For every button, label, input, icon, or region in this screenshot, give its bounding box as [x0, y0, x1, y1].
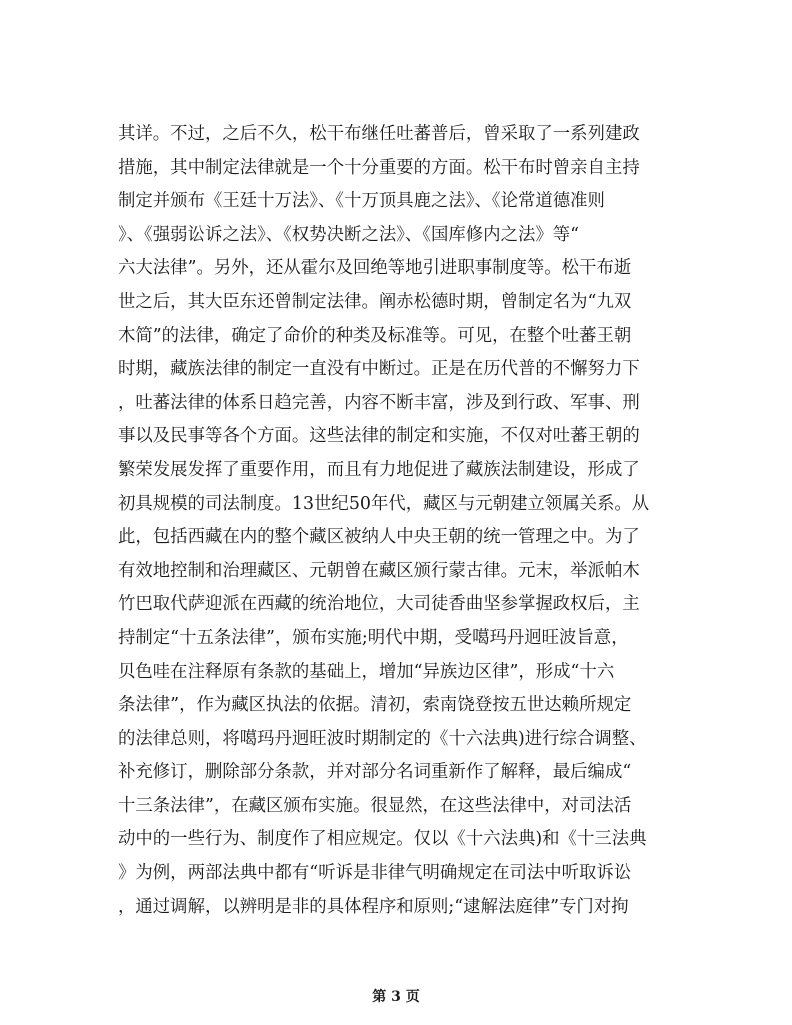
text-line: 的法律总则，将噶玛丹迥旺波时期制定的《十六法典)进行综合调整、 [118, 728, 647, 749]
text-line: 十三条法律”，在藏区颁布实施。很显然，在这些法律中，对司法活 [118, 795, 632, 816]
text-line: 制定并颁布《王廷十万法》、《十万顶具鹿之法》、《论常道德准则 [118, 191, 605, 212]
text-line: 世之后，其大臣东还曾制定法律。阐赤松德时期，曾制定名为“九双 [118, 291, 632, 312]
text-line: 木简”的法律，确定了命价的种类及标准等。可见，在整个吐蕃王朝 [118, 325, 632, 346]
text-line: 》、《强弱讼诉之法》、《权势决断之法》、《国库修内之法》等“ [118, 224, 580, 245]
text-line: 》为例，两部法典中都有“听诉是非律气明确规定在司法中听取诉讼 [118, 863, 632, 884]
text-line: 持制定“十五条法律”，颁布实施;明代中期，受噶玛丹迥旺波旨意， [118, 627, 629, 648]
text-line: 此，包括西藏在内的整个藏区被纳人中央王朝的统一管理之中。为了 [118, 527, 640, 548]
text-line: 有效地控制和治理藏区、元朝曾在藏区颁行蒙古律。元末，举派帕木 [118, 560, 640, 581]
text-line: 竹巴取代萨迎派在西藏的统治地位，大司徒香曲坚参掌握政权后，主 [118, 594, 640, 615]
text-line: ，通过调解，以辨明是非的具体程序和原则;“逮解法庭律”专门对拘 [118, 896, 629, 917]
text-line: ，吐蕃法律的体系日趋完善，内容不断丰富，涉及到行政、军事、刑 [118, 392, 640, 413]
text-line: 繁荣发展发挥了重要作用，而且有力地促进了藏族法制建设，形成了 [118, 459, 640, 480]
body-text [118, 118, 678, 924]
text-line: 条法律”，作为藏区执法的依据。清初，索南饶登按五世达赖所规定 [118, 695, 632, 716]
text-line: 措施，其中制定法律就是一个十分重要的方面。松干布时曾亲自主持 [118, 157, 640, 178]
text-line: 补充修订，删除部分条款，并对部分名词重新作了解释，最后编成“ [118, 762, 632, 783]
text-line: 其详。不过，之后不久，松干布继任吐蕃普后，曾采取了一系列建政 [118, 124, 640, 144]
text-line: 初具规模的司法制度。13世纪50年代，藏区与元朝建立领属关系。从 [118, 493, 650, 514]
text-line: 贝色哇在注释原有条款的基础上，增加“异族边区律”，形成“十六 [118, 661, 615, 682]
text-line: 事以及民事等各个方面。这些法律的制定和实施，不仅对吐蕃王朝的 [118, 426, 640, 447]
text-line: 动中的一些行为、制度作了相应规定。仅以《十六法典)和《十三法典 [118, 829, 647, 850]
page-number: 第 3 页 [372, 989, 420, 1005]
text-line: 六大法律”。另外，还从霍尔及回绝等地引进职事制度等。松干布逝 [118, 258, 632, 279]
text-line: 时期，藏族法律的制定一直没有中断过。正是在历代普的不懈努力下 [118, 359, 640, 380]
